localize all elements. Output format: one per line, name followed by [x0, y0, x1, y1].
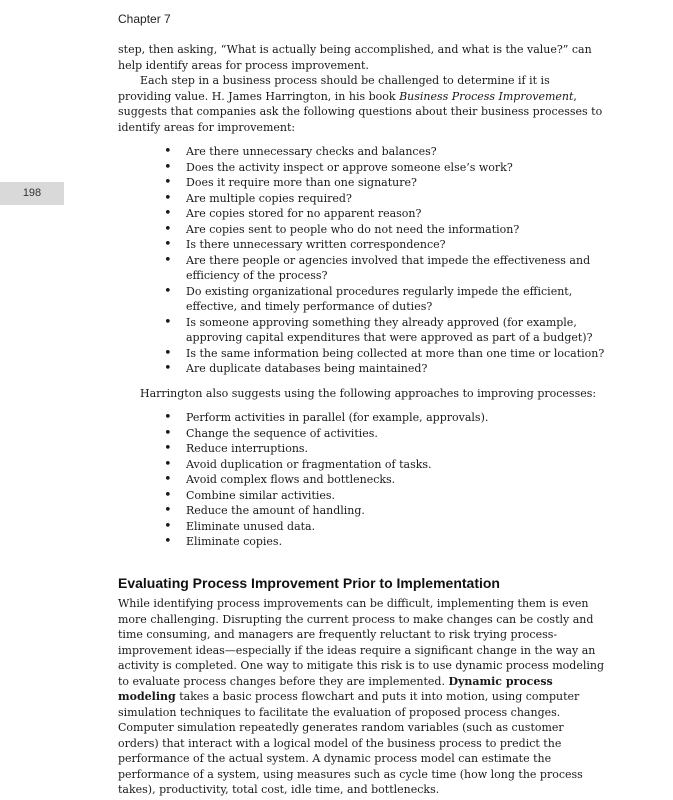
- list-item: • Perform activities in parallel (for example, approvals).: [186, 410, 606, 426]
- list-item: • Do existing organizational procedures regularly impede the efficient, effective, and timely performance of duties?: [186, 284, 606, 315]
- paragraph-harrington: [118, 73, 606, 135]
- list-item: • Are multiple copies required?: [186, 191, 606, 207]
- section-heading: Evaluating Process Improvement Prior to Implementation: [118, 574, 500, 591]
- chapter-label: Chapter 7: [118, 12, 171, 26]
- paragraph-text: takes a basic process flowchart and puts it into motion, using computer simulation techniques to facilitate the evaluation of proposed process changes. Computer simulation repeatedly generates random variables (such as customer orders) that interact with a logical model of the business process to predict the performance of the actual system. A dynamic process model can estimate the performance of a system, using measures such as cycle time (how long the process takes), productivity, total cost, idle time, and bottlenecks.: [118, 690, 583, 796]
- list-item: • Are there unnecessary checks and balances?: [186, 144, 606, 160]
- page-number-tab: 198: [0, 182, 64, 205]
- list-item: • Change the sequence of activities.: [186, 426, 606, 442]
- paragraph-section-body: [118, 596, 606, 798]
- list-item: • Reduce interruptions.: [186, 441, 606, 457]
- list-item: • Are copies sent to people who do not need the information?: [186, 222, 606, 238]
- paragraph-text: While identifying process improvements can be difficult, implementing them is even more challenging. Disrupting the current process to make changes can be costly and time consuming, and managers are frequently reluctant to risk trying process-improvement ideas—especially if the ideas require a significant change in the way an activity is completed. One way to mitigate this risk is to use dynamic process modeling to evaluate process changes before they are implemented.: [118, 597, 605, 688]
- list-item: • Is there unnecessary written correspondence?: [186, 237, 606, 253]
- question-list: [118, 144, 606, 377]
- list-item: • Does the activity inspect or approve someone else’s work?: [186, 160, 606, 176]
- list-item: • Is the same information being collected at more than one time or location?: [186, 346, 606, 362]
- list-item: • Eliminate unused data.: [186, 519, 606, 535]
- list-item: • Does it require more than one signature?: [186, 175, 606, 191]
- page-body: [118, 42, 606, 798]
- list-item: • Avoid complex flows and bottlenecks.: [186, 472, 606, 488]
- list-item: • Eliminate copies.: [186, 534, 606, 550]
- list-item: • Avoid duplication or fragmentation of tasks.: [186, 457, 606, 473]
- list-item: • Combine similar activities.: [186, 488, 606, 504]
- book-title: Business Process Improvement: [399, 89, 574, 103]
- list-item: • Is someone approving something they already approved (for example, approving capital expenditures that were approved as part of a budget)?: [186, 315, 606, 346]
- paragraph-approaches-intro: Harrington also suggests using the following approaches to improving processes:: [140, 386, 597, 400]
- list-item: • Are there people or agencies involved that impede the effectiveness and efficiency of the process?: [186, 253, 606, 284]
- list-item: • Are copies stored for no apparent reason?: [186, 206, 606, 222]
- approach-list: [118, 410, 606, 550]
- paragraph-text: Each step in a business process should be challenged to determine if it is providing value. H. James Harrington, in his book: [118, 74, 550, 103]
- key-term: Dynamic process modeling: [118, 674, 553, 703]
- paragraph-text: , suggests that companies ask the following questions about their business processes to identify areas for improvement:: [118, 89, 603, 134]
- list-item: • Are duplicate databases being maintained?: [186, 361, 606, 377]
- paragraph-intro: step, then asking, “What is actually being accomplished, and what is the value?” can help identify areas for process improvement.: [118, 43, 592, 72]
- list-item: • Reduce the amount of handling.: [186, 503, 606, 519]
